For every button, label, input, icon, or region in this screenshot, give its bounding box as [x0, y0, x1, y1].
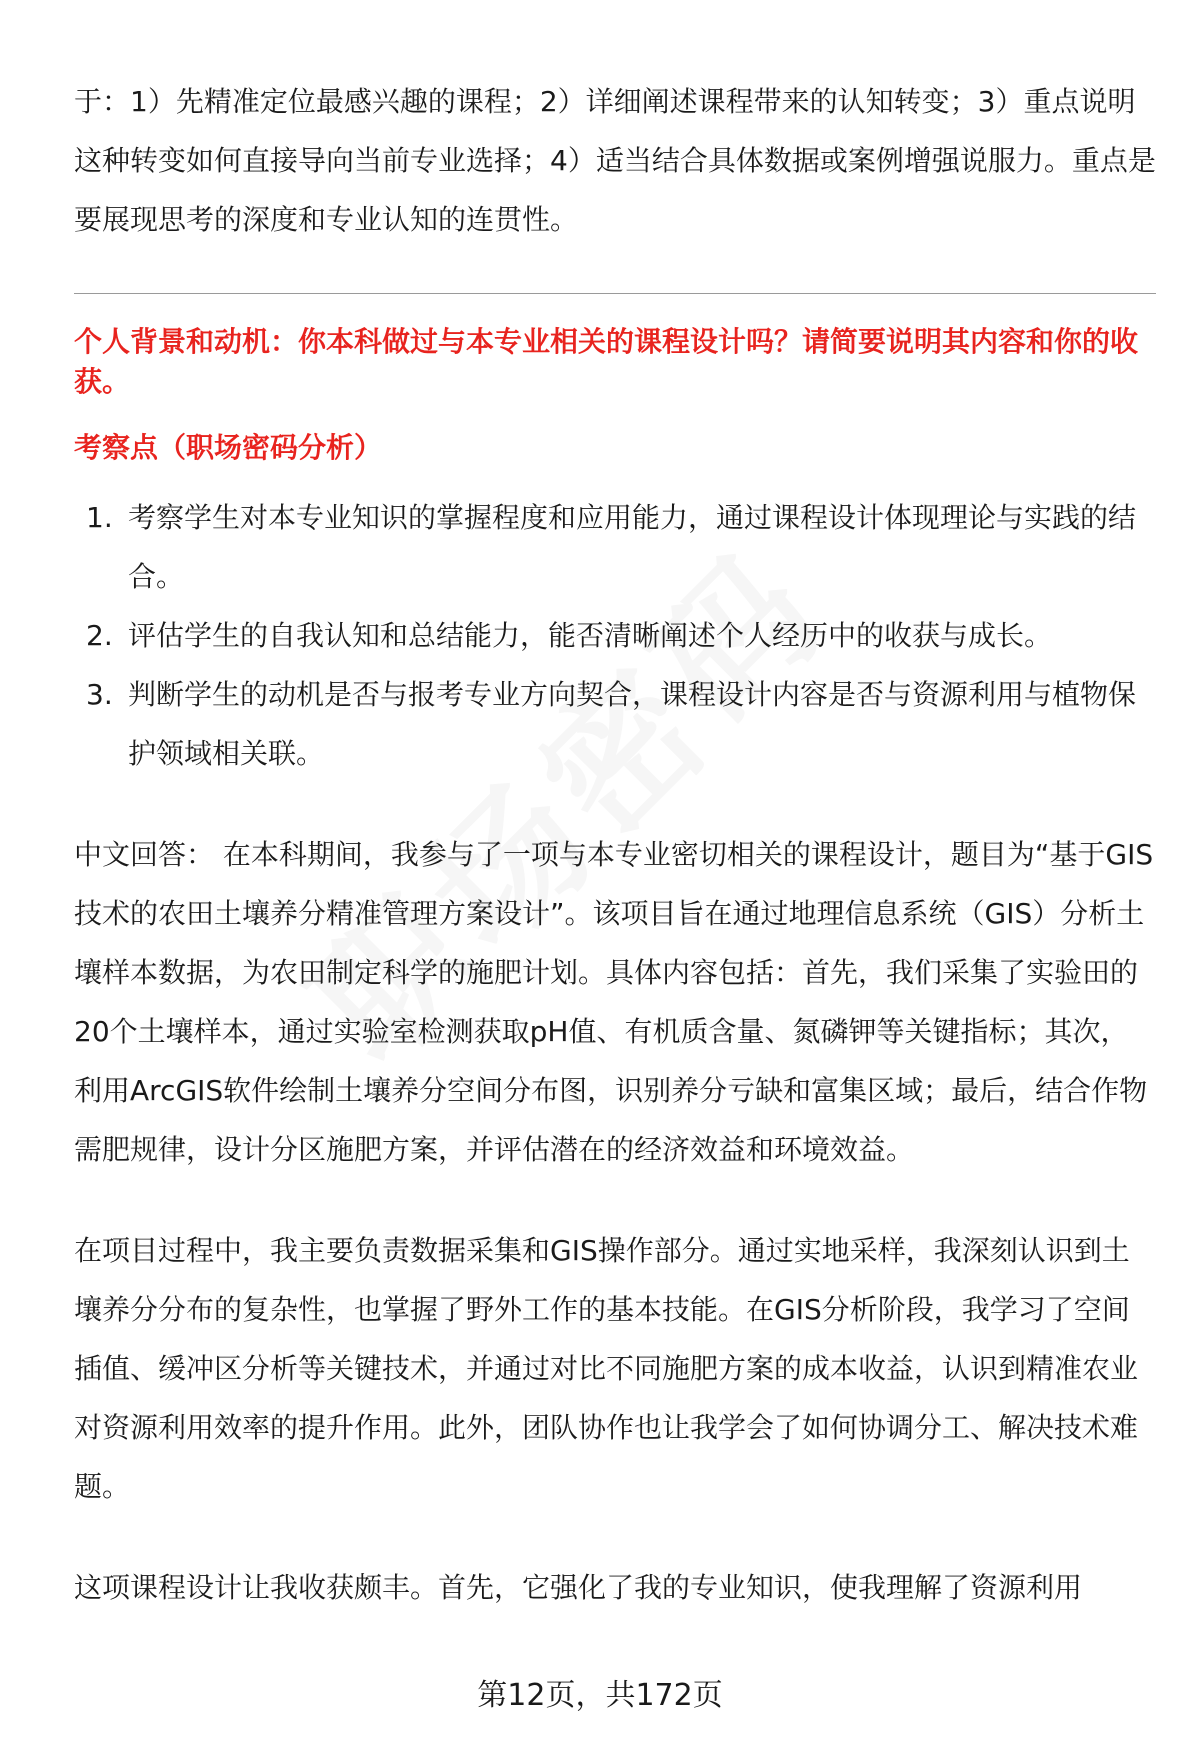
section-divider — [74, 293, 1156, 294]
list-number: 3. — [86, 678, 113, 711]
list-number: 1. — [86, 501, 113, 534]
answer-paragraph: 在项目过程中，我主要负责数据采集和GIS操作部分。通过实地采样，我深刻认识到土壤养分分布的复杂性，也掌握了野外工作的基本技能。在GIS分析阶段，我学习了空间插值、缓冲区分析等关键技术，并通过对比不同施肥方案的成本收益，认识到精准农业对资源利用效率的提升作用。此外，团队协作也让我学会了如何协调分工、解决技术难题。 — [74, 1234, 1139, 1503]
document-page — [74, 72, 1156, 1617]
intro-paragraph: 于：1）先精准定位最感兴趣的课程；2）详细阐述课程带来的认知转变；3）重点说明这种转变如何直接导向当前专业选择；4）适当结合具体数据或案例增强说服力。重点是要展现思考的深度和专业认知的连贯性。 — [74, 85, 1156, 236]
list-item — [74, 606, 1156, 665]
list-item — [74, 488, 1156, 606]
list-text: 考察学生对本专业知识的掌握程度和应用能力，通过课程设计体现理论与实践的结合。 — [128, 501, 1137, 593]
page-number-footer: 第12页，共172页 — [477, 1678, 723, 1713]
list-text: 评估学生的自我认知和总结能力，能否清晰阐述个人经历中的收获与成长。 — [128, 619, 1053, 652]
analysis-heading: 考察点（职场密码分析） — [74, 431, 383, 464]
list-number: 2. — [86, 619, 113, 652]
list-item — [74, 665, 1156, 783]
list-text: 判断学生的动机是否与报考专业方向契合，课程设计内容是否与资源利用与植物保护领域相关联。 — [128, 678, 1137, 770]
analysis-list — [74, 488, 1156, 783]
answer-paragraph: 这项课程设计让我收获颇丰。首先，它强化了我的专业知识，使我理解了资源利用 — [74, 1571, 1083, 1604]
answer-paragraph: 中文回答： 在本科期间，我参与了一项与本专业密切相关的课程设计，题目为“基于GIS技术的农田土壤养分精准管理方案设计”。该项目旨在通过地理信息系统（GIS）分析土壤样本数据，为农田制定科学的施肥计划。具体内容包括：首先，我们采集了实验田的20个土壤样本，通过实验室检测获取pH值、有机质含量、氮磷钾等关键指标；其次，利用ArcGIS软件绘制土壤养分空间分布图，识别养分亏缺和富集区域；最后，结合作物需肥规律，设计分区施肥方案，并评估潜在的经济效益和环境效益。 — [74, 838, 1154, 1166]
question-heading: 个人背景和动机：你本科做过与本专业相关的课程设计吗？请简要说明其内容和你的收获。 — [74, 325, 1139, 398]
